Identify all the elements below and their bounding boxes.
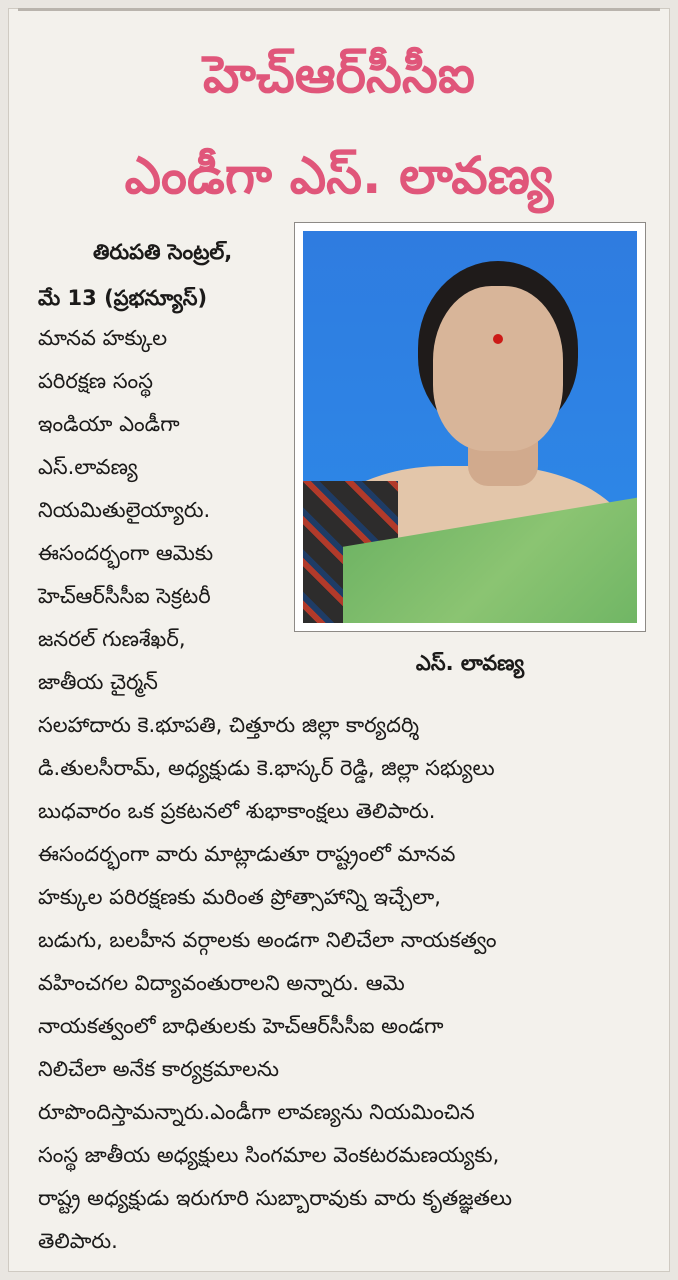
body-line-3: ఇండియా ఎండీగా [38, 412, 180, 436]
newspaper-clipping [8, 8, 670, 1272]
photo-bindi [493, 334, 503, 344]
body-line-18: నిలిచేలా అనేక కార్యక్రమాలను [38, 1057, 280, 1081]
body-line-8: జనరల్ గుణశేఖర్, [38, 627, 186, 651]
body-line-10: సలహాదారు కె.భూపతి, చిత్తూరు జిల్లా కార్యదర్శి [38, 713, 420, 737]
body-line-1: మానవ హక్కుల [38, 326, 168, 350]
body-line-12: బుధవారం ఒక ప్రకటనలో శుభాకాంక్షలు తెలిపారు. [38, 799, 436, 823]
body-line-22: తెలిపారు. [38, 1229, 118, 1253]
headline-line-1: హెచ్‌ఆర్‌సీసీఐ [203, 46, 475, 105]
body-line-7: హెచ్‌ఆర్‌సీసీఐ సెక్రటరీ [38, 584, 211, 608]
body-line-11: డి.తులసీరామ్, అధ్యక్షుడు కె.భాస్కర్ రెడ్డి, జిల్లా సభ్యులు [38, 756, 495, 780]
body-line-5: నియమితులైయ్యారు. [38, 498, 211, 522]
body-line-9: జాతీయ చైర్మన్ [38, 670, 158, 694]
headline-line-2: ఎండీగా ఎస్. లావణ్య [124, 147, 554, 206]
body-line-2: పరిరక్షణ సంస్థ [38, 369, 153, 393]
body-line-19: రూపొందిస్తామన్నారు.ఎండీగా లావణ్యను నియమించిన [38, 1100, 475, 1124]
body-line-14: హక్కుల పరిరక్షణకు మరింత ప్రోత్సాహాన్ని ఇచ్చేలా, [38, 885, 441, 909]
body-line-4: ఎస్.లావణ్య [38, 455, 138, 479]
top-rule [18, 8, 660, 11]
photo-face [433, 286, 563, 451]
body-line-13: ఈసందర్భంగా వారు మాట్లాడుతూ రాష్ట్రంలో మానవ [38, 842, 456, 866]
dateline-place: తిరుపతి సెంట్రల్, [93, 240, 233, 264]
body-line-17: నాయకత్వంలో బాధితులకు హెచ్‌ఆర్‌సీసీఐ అండగా [38, 1014, 444, 1038]
body-line-16: వహించగల విద్యావంతురాలని అన్నారు. ఆమె [38, 971, 405, 995]
photo-caption: ఎస్. లావణ్య [415, 651, 525, 675]
dateline-date: మే 13 (ప్రభన్యూస్) [38, 286, 208, 310]
portrait-photo [303, 231, 637, 623]
body-line-15: బడుగు, బలహీన వర్గాలకు అండగా నిలిచేలా నాయకత్వం [38, 928, 497, 952]
body-line-21: రాష్ట్ర అధ్యక్షుడు ఇరుగూరి సుబ్బారావుకు వారు కృతజ్ఞతలు [38, 1186, 513, 1210]
portrait-photo-frame [294, 222, 646, 632]
body-line-6: ఈసందర్భంగా ఆమెకు [38, 541, 214, 565]
body-line-20: సంస్థ జాతీయ అధ్యక్షులు సింగమాల వెంకటరమణయ్యకు, [38, 1143, 500, 1167]
